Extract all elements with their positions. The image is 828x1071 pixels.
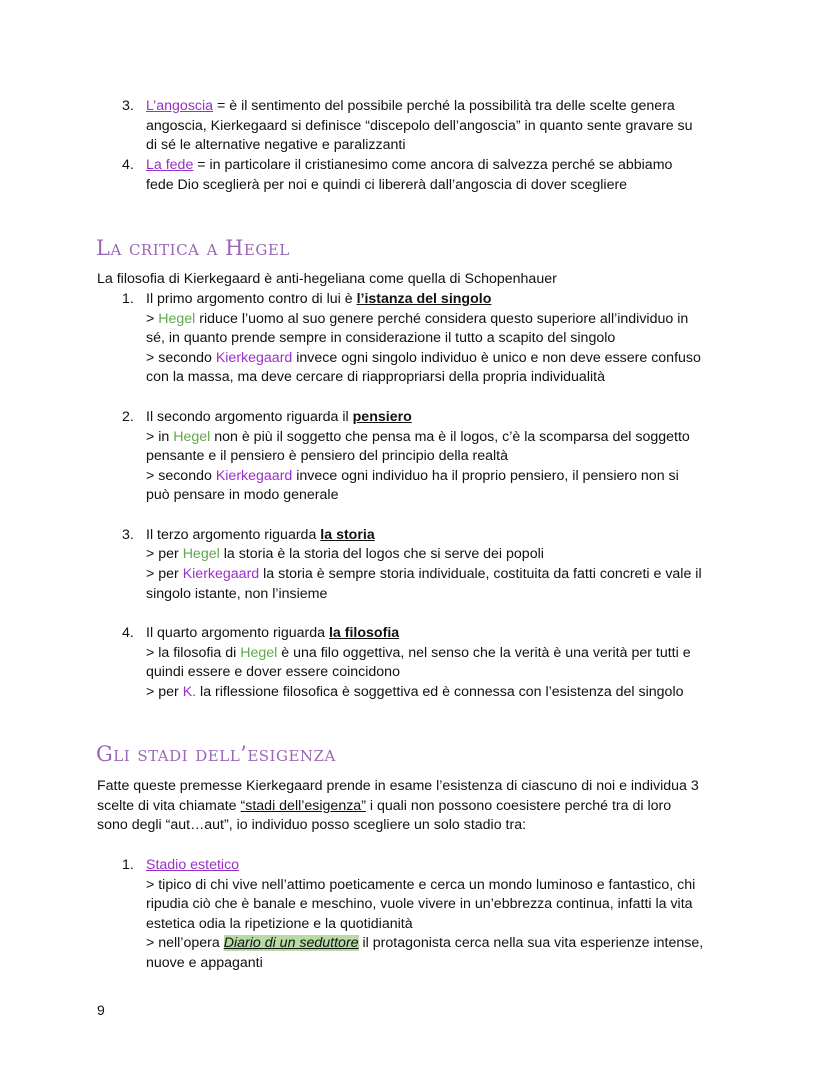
text-line: angoscia, Kierkegaard si definisce “discepolo dell’angoscia” in quanto sente gravare su xyxy=(146,118,693,134)
section-heading-stadi: Gli stadi dell’esigenza xyxy=(96,742,336,766)
stadi-link[interactable]: “stadi dell’esigenza” xyxy=(240,798,366,814)
list-number: 4. xyxy=(122,157,134,173)
argument-1: Il primo argomento contro di lui è l’istanza del singolo xyxy=(146,291,492,307)
text-line: > per Hegel la storia è la storia del logos che si serve dei popoli xyxy=(146,546,544,562)
text-line: quindi essere e dover essere coincidono xyxy=(146,664,400,680)
text-line: > per K. la riflessione filosofica è soggettiva ed è connessa con l’esistenza del singolo xyxy=(146,684,684,700)
text-line: può pensare in modo generale xyxy=(146,487,339,503)
paragraph-intro: La filosofia di Kierkegaard è anti-hegeliana come quella di Schopenhauer xyxy=(97,271,557,287)
stadio-estetico xyxy=(146,856,239,876)
term-fede-link[interactable]: La fede xyxy=(146,157,194,173)
argument-2: Il secondo argomento riguarda il pensiero xyxy=(146,409,412,425)
text-line: > per Kierkegaard la storia è sempre storia individuale, costituita da fatti concreti e vale il xyxy=(146,566,702,582)
list-number: 2. xyxy=(122,409,134,425)
list-item-fede: La fede = in particolare il cristianesimo come ancora di salvezza perché se abbiamo xyxy=(146,157,673,173)
term-angoscia-link[interactable]: L’angoscia xyxy=(146,98,214,114)
text-line: > in Hegel non è più il soggetto che pensa ma è il logos, c’è la scomparsa del soggetto xyxy=(146,429,690,445)
paragraph-line: Fatte queste premesse Kierkegaard prende in esame l’esistenza di ciascuno di noi e individua 3 xyxy=(97,778,699,794)
list-number: 3. xyxy=(122,527,134,543)
list-number: 1. xyxy=(122,291,134,307)
text-line: > secondo Kierkegaard invece ogni singolo individuo è unico e non deve essere confuso xyxy=(146,350,701,366)
argument-3: Il terzo argomento riguarda la storia xyxy=(146,527,375,543)
text-line: > tipico di chi vive nell’attimo poeticamente e cerca un mondo luminoso e fantastico, chi xyxy=(146,877,696,893)
text-line: > la filosofia di Hegel è una filo oggettiva, nel senso che la verità è una verità per tutti e xyxy=(146,645,691,661)
paragraph-line: sono degli “aut…aut”, io individuo posso scegliere un solo stadio tra: xyxy=(97,817,527,833)
text-line: > nell’opera Diario di un seduttore il protagonista cerca nella sua vita esperienze intense, xyxy=(146,935,704,951)
page-number: 9 xyxy=(97,1002,105,1018)
text-line: > secondo Kierkegaard invece ogni individuo ha il proprio pensiero, il pensiero non si xyxy=(146,468,679,484)
text-line: di sé le alternative negative e paralizzanti xyxy=(146,137,406,153)
list-number: 4. xyxy=(122,625,134,641)
text-line: fede Dio sceglierà per noi e quindi ci libererà dall’angoscia di dover scegliere xyxy=(146,177,628,193)
text-line: ripudia ciò che è banale e meschino, vuole vivere in un’ebbrezza continua, infatti la vita xyxy=(146,896,693,912)
text-line: > Hegel riduce l’uomo al suo genere perché considera questo superiore all’individuo in xyxy=(146,311,689,327)
list-number: 1. xyxy=(122,857,134,873)
list-item-angoscia: L’angoscia = è il sentimento del possibile perché la possibilità tra delle scelte genera xyxy=(146,98,675,114)
section-heading-critica: La critica a Hegel xyxy=(96,236,290,260)
term-stadio-estetico-link[interactable]: Stadio estetico xyxy=(146,857,240,873)
text-line: singolo istante, non l’insieme xyxy=(146,586,328,602)
argument-4: Il quarto argomento riguarda la filosofia xyxy=(146,625,400,641)
text-line: con la massa, ma deve cercare di riappropriarsi della propria individualità xyxy=(146,369,605,385)
highlighted-work-title: Diario di un seduttore xyxy=(223,935,359,951)
list-number: 3. xyxy=(122,98,134,114)
text-line: pensante e il pensiero è pensiero del principio della realtà xyxy=(146,448,509,464)
text-line: sé, in quanto prende sempre in considerazione il tutto a scapito del singolo xyxy=(146,330,616,346)
paragraph-line: scelte di vita chiamate “stadi dell’esigenza” i quali non possono coesistere perché tra di loro xyxy=(97,798,672,814)
text-line: nuove e appaganti xyxy=(146,955,263,971)
text-line: estetica odia la ripetizione e la quotidianità xyxy=(146,916,413,932)
